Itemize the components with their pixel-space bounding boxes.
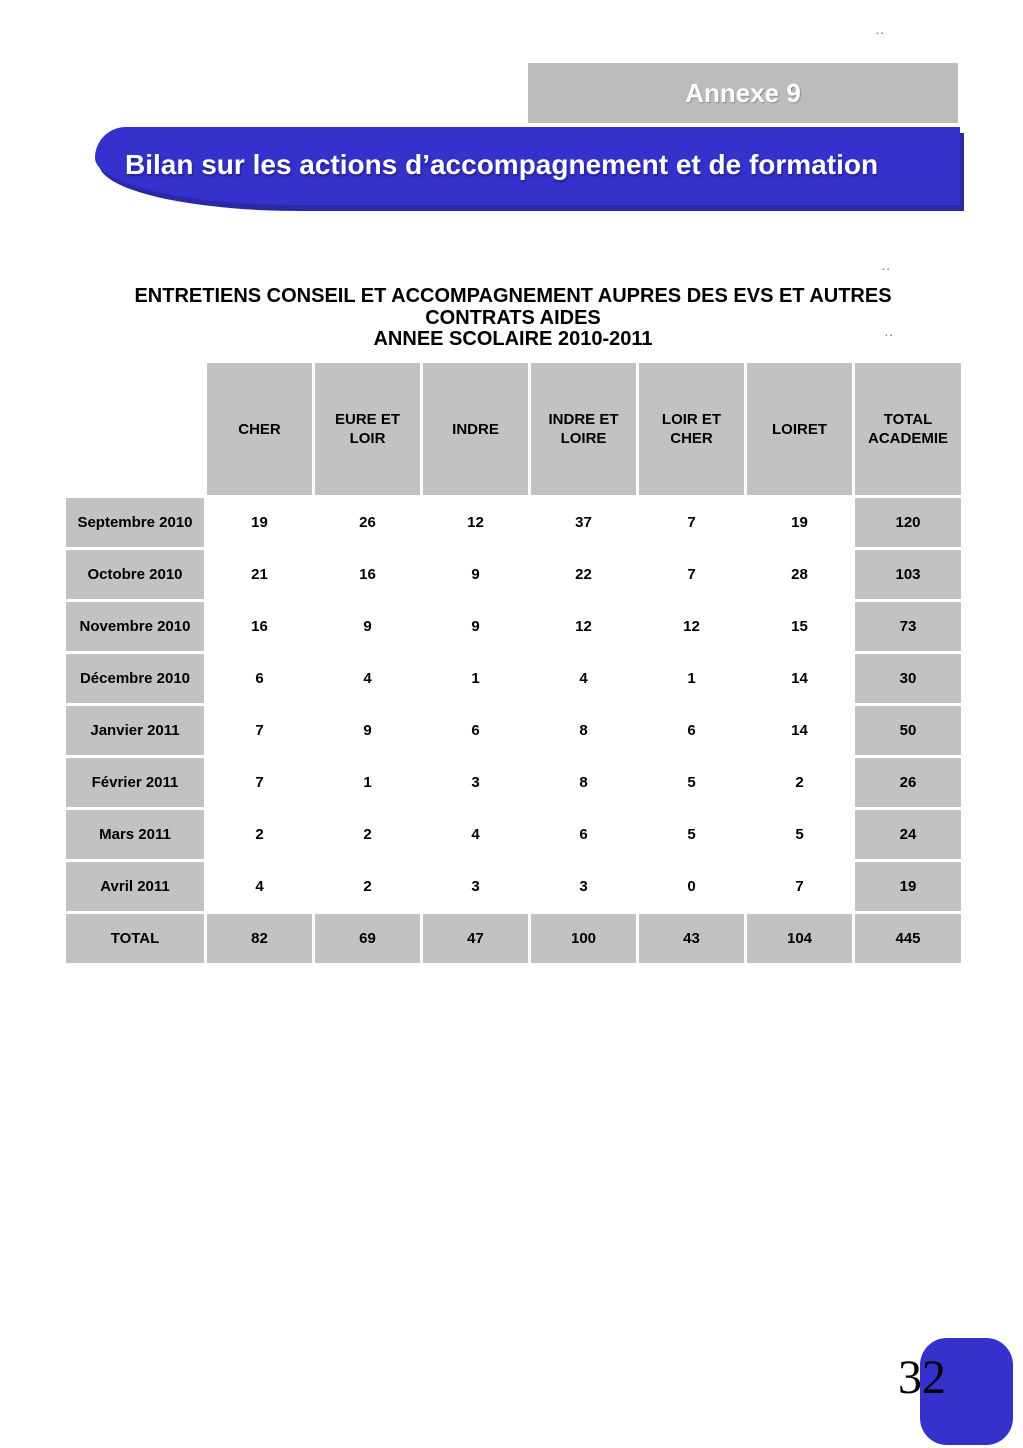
data-cell: 19 — [855, 862, 961, 911]
row-label: Novembre 2010 — [66, 602, 204, 651]
data-cell: 43 — [639, 914, 744, 963]
data-cell: 16 — [207, 602, 312, 651]
data-cell: 12 — [423, 498, 528, 547]
data-cell: 5 — [747, 810, 852, 859]
data-cell: 104 — [747, 914, 852, 963]
column-header: EURE ET LOIR — [315, 363, 420, 495]
table-row — [66, 706, 961, 755]
data-cell: 26 — [315, 498, 420, 547]
stray-mark: .. — [876, 26, 886, 37]
data-cell: 5 — [639, 758, 744, 807]
column-header: INDRE — [423, 363, 528, 495]
data-cell: 1 — [423, 654, 528, 703]
title-line-3: ANNEE SCOLAIRE 2010-2011 — [373, 328, 653, 350]
data-cell: 37 — [531, 498, 636, 547]
data-cell: 1 — [315, 758, 420, 807]
data-cell: 30 — [855, 654, 961, 703]
column-header: LOIR ET CHER — [639, 363, 744, 495]
row-label: Avril 2011 — [66, 862, 204, 911]
data-cell: 7 — [207, 706, 312, 755]
data-cell: 4 — [423, 810, 528, 859]
data-cell: 6 — [423, 706, 528, 755]
data-cell: 6 — [207, 654, 312, 703]
data-cell: 6 — [639, 706, 744, 755]
annexe-banner — [528, 63, 958, 123]
table-row — [66, 758, 961, 807]
row-label: Septembre 2010 — [66, 498, 204, 547]
data-cell: 2 — [315, 810, 420, 859]
data-cell: 19 — [747, 498, 852, 547]
row-label: Février 2011 — [66, 758, 204, 807]
data-cell: 14 — [747, 706, 852, 755]
data-cell: 2 — [207, 810, 312, 859]
column-header: TOTAL ACADEMIE — [855, 363, 961, 495]
data-cell: 9 — [423, 550, 528, 599]
table-header-row — [66, 363, 961, 495]
data-cell: 8 — [531, 758, 636, 807]
data-cell: 5 — [639, 810, 744, 859]
data-cell: 22 — [531, 550, 636, 599]
data-cell: 26 — [855, 758, 961, 807]
data-cell: 7 — [639, 498, 744, 547]
data-cell: 12 — [531, 602, 636, 651]
data-cell: 19 — [207, 498, 312, 547]
column-header: INDRE ET LOIRE — [531, 363, 636, 495]
data-cell: 15 — [747, 602, 852, 651]
data-cell: 120 — [855, 498, 961, 547]
data-cell: 0 — [639, 862, 744, 911]
table-row — [66, 862, 961, 911]
data-cell: 7 — [207, 758, 312, 807]
table-corner-cell — [66, 363, 204, 495]
data-cell: 4 — [315, 654, 420, 703]
data-cell: 9 — [315, 706, 420, 755]
data-cell: 16 — [315, 550, 420, 599]
data-cell: 50 — [855, 706, 961, 755]
data-cell: 3 — [531, 862, 636, 911]
data-cell: 7 — [747, 862, 852, 911]
row-label: Octobre 2010 — [66, 550, 204, 599]
table-row — [66, 654, 961, 703]
data-cell: 4 — [207, 862, 312, 911]
data-cell: 47 — [423, 914, 528, 963]
column-header: CHER — [207, 363, 312, 495]
total-row — [66, 914, 961, 963]
data-cell: 69 — [315, 914, 420, 963]
stray-mark: .. — [882, 262, 892, 273]
row-label: Janvier 2011 — [66, 706, 204, 755]
data-cell: 3 — [423, 758, 528, 807]
data-cell: 3 — [423, 862, 528, 911]
data-cell: 9 — [315, 602, 420, 651]
data-cell: 100 — [531, 914, 636, 963]
page-number: 32 — [898, 1351, 946, 1404]
data-cell: 2 — [315, 862, 420, 911]
data-cell: 82 — [207, 914, 312, 963]
document-title — [63, 286, 963, 351]
title-line-2: CONTRATS AIDES — [425, 306, 601, 329]
data-cell: 445 — [855, 914, 961, 963]
table-row — [66, 602, 961, 651]
data-cell: 28 — [747, 550, 852, 599]
row-label: Décembre 2010 — [66, 654, 204, 703]
table-row — [66, 498, 961, 547]
data-cell: 12 — [639, 602, 744, 651]
table-row — [66, 550, 961, 599]
banner-title: Bilan sur les actions d’accompagnement et de formation — [125, 149, 879, 180]
title-banner — [95, 127, 960, 205]
data-cell: 9 — [423, 602, 528, 651]
column-header: LOIRET — [747, 363, 852, 495]
data-cell: 8 — [531, 706, 636, 755]
data-cell: 2 — [747, 758, 852, 807]
data-cell: 24 — [855, 810, 961, 859]
table-row — [66, 810, 961, 859]
table-body — [66, 498, 961, 963]
data-cell: 6 — [531, 810, 636, 859]
data-cell: 14 — [747, 654, 852, 703]
data-table — [63, 360, 964, 966]
row-label: TOTAL — [66, 914, 204, 963]
data-cell: 7 — [639, 550, 744, 599]
data-cell: 103 — [855, 550, 961, 599]
annexe-label: Annexe 9 — [685, 78, 801, 108]
data-cell: 73 — [855, 602, 961, 651]
row-label: Mars 2011 — [66, 810, 204, 859]
data-cell: 21 — [207, 550, 312, 599]
title-line-1: ENTRETIENS CONSEIL ET ACCOMPAGNEMENT AUPRES DES EVS ET AUTRES — [134, 285, 892, 307]
data-cell: 4 — [531, 654, 636, 703]
stray-mark: .. — [885, 328, 895, 339]
data-cell: 1 — [639, 654, 744, 703]
